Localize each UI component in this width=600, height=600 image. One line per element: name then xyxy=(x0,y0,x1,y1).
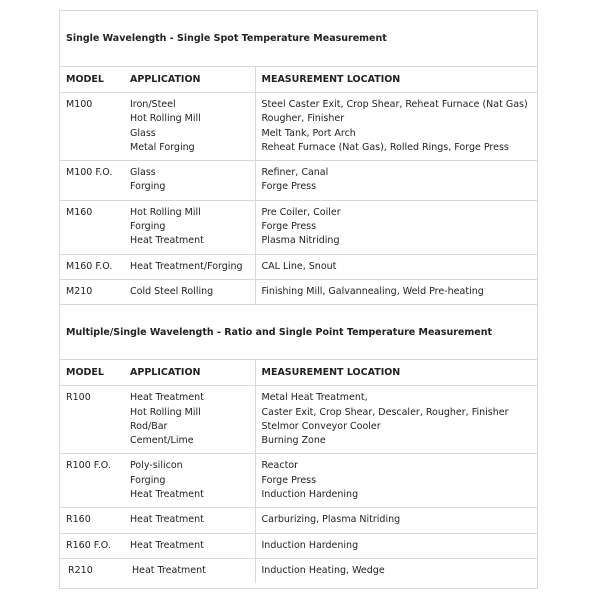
application-text: Hot Rolling Mill xyxy=(130,113,201,125)
application-cell xyxy=(124,386,255,454)
section1-title-row xyxy=(60,11,537,67)
model-cell: M160 xyxy=(60,200,124,254)
column-header-measurement-location: MEASUREMENT LOCATION xyxy=(255,67,537,93)
measurement-location-text: Carburizing, Plasma Nitriding xyxy=(261,514,401,526)
measurement-location-text: Forge Press xyxy=(261,474,317,486)
measurement-location-text: Stelmor Conveyor Cooler xyxy=(261,420,381,432)
application-text: Cold Steel Rolling xyxy=(130,285,214,297)
measurement-location-text: Reactor xyxy=(261,460,299,472)
application-text: Metal Forging xyxy=(130,141,195,153)
application-cell xyxy=(124,508,255,533)
table-row xyxy=(60,279,537,304)
application-text: Heat Treatment xyxy=(130,514,204,526)
column-header-model: MODEL xyxy=(60,360,124,386)
application-text: Heat Treatment/Forging xyxy=(130,260,243,272)
measurement-location-text: Rougher, Finisher xyxy=(261,113,345,125)
model-cell: M160 F.O. xyxy=(60,254,124,279)
measurement-location-text: Finishing Mill, Galvannealing, Weld Pre-heating xyxy=(261,285,484,297)
application-text: Heat Treatment xyxy=(132,564,206,576)
column-header-measurement-location: MEASUREMENT LOCATION xyxy=(255,360,537,386)
measurement-location-cell xyxy=(255,279,537,304)
model-cell: M210 xyxy=(60,279,124,304)
application-text: Heat Treatment xyxy=(130,392,204,404)
model-cell: R160 F.O. xyxy=(60,533,124,558)
column-header-application: APPLICATION xyxy=(124,360,255,386)
section-title: Single Wavelength - Single Spot Temperature Measurement xyxy=(66,33,387,44)
table-row xyxy=(60,254,537,279)
measurement-location-text: CAL Line, Snout xyxy=(261,260,337,272)
measurement-location-cell xyxy=(255,254,537,279)
measurement-location-cell xyxy=(255,200,537,254)
application-text: Poly-silicon xyxy=(130,460,183,472)
application-cell xyxy=(124,93,255,161)
table-row xyxy=(60,386,537,454)
section-title: Multiple/Single Wavelength - Ratio and Single Point Temperature Measurement xyxy=(60,305,537,360)
application-text: Glass xyxy=(130,167,156,179)
model-cell: M100 xyxy=(60,93,124,161)
table-row xyxy=(60,558,537,583)
application-text: Heat Treatment xyxy=(130,539,204,551)
temperature-measurement-table-frame xyxy=(59,10,538,589)
section2-title-row xyxy=(60,305,537,360)
section2-header-row xyxy=(60,360,537,386)
table-row xyxy=(60,93,537,161)
temperature-measurement-table xyxy=(60,11,537,583)
application-text: Cement/Lime xyxy=(130,435,194,447)
measurement-location-text: Steel Caster Exit, Crop Shear, Reheat Furnace (Nat Gas) xyxy=(261,99,528,110)
model-cell: R100 F.O. xyxy=(60,454,124,508)
application-text: Heat Treatment xyxy=(130,235,204,247)
application-text: Hot Rolling Mill xyxy=(130,206,201,218)
model-cell: R100 xyxy=(60,386,124,454)
application-text: Forging xyxy=(130,474,166,486)
application-cell xyxy=(124,454,255,508)
column-header-model: MODEL xyxy=(60,67,124,93)
application-text: Hot Rolling Mill xyxy=(130,406,201,418)
measurement-location-cell xyxy=(255,533,537,558)
application-cell xyxy=(124,558,255,583)
measurement-location-text: Pre Coiler, Coiler xyxy=(261,206,341,218)
table-row xyxy=(60,200,537,254)
measurement-location-text: Reheat Furnace (Nat Gas), Rolled Rings, Forge Press xyxy=(261,141,509,153)
application-cell xyxy=(124,254,255,279)
application-text: Iron/Steel xyxy=(130,99,176,110)
measurement-location-cell xyxy=(255,558,537,583)
measurement-location-text: Refiner, Canal xyxy=(261,167,329,179)
measurement-location-text: Induction Hardening xyxy=(261,489,359,501)
model-cell: M100 F.O. xyxy=(60,161,124,201)
measurement-location-text: Forge Press xyxy=(261,221,317,233)
table-row xyxy=(60,533,537,558)
measurement-location-text: Plasma Nitriding xyxy=(261,235,340,247)
measurement-location-text: Metal Heat Treatment, xyxy=(261,392,368,404)
measurement-location-text: Induction Heating, Wedge xyxy=(261,564,385,576)
application-text: Glass xyxy=(130,127,156,139)
application-text: Forging xyxy=(130,221,166,233)
application-cell xyxy=(124,533,255,558)
measurement-location-cell xyxy=(255,161,537,201)
application-cell xyxy=(124,279,255,304)
model-cell: R210 xyxy=(60,558,124,583)
application-text: Forging xyxy=(130,181,166,193)
column-header-application: APPLICATION xyxy=(124,67,255,93)
measurement-location-text: Melt Tank, Port Arch xyxy=(261,127,356,139)
model-cell: R160 xyxy=(60,508,124,533)
table-row xyxy=(60,161,537,201)
table-row xyxy=(60,454,537,508)
application-text: Heat Treatment xyxy=(130,489,204,501)
table-row xyxy=(60,508,537,533)
measurement-location-cell xyxy=(255,93,537,161)
section1-header-row xyxy=(60,67,537,93)
measurement-location-text: Caster Exit, Crop Shear, Descaler, Rougher, Finisher xyxy=(261,406,509,418)
measurement-location-text: Burning Zone xyxy=(261,435,326,447)
application-cell xyxy=(124,161,255,201)
application-cell xyxy=(124,200,255,254)
measurement-location-cell xyxy=(255,508,537,533)
measurement-location-cell xyxy=(255,386,537,454)
measurement-location-cell xyxy=(255,454,537,508)
measurement-location-text: Forge Press xyxy=(261,181,317,193)
application-text: Rod/Bar xyxy=(130,420,168,432)
measurement-location-text: Induction Hardening xyxy=(261,539,359,551)
